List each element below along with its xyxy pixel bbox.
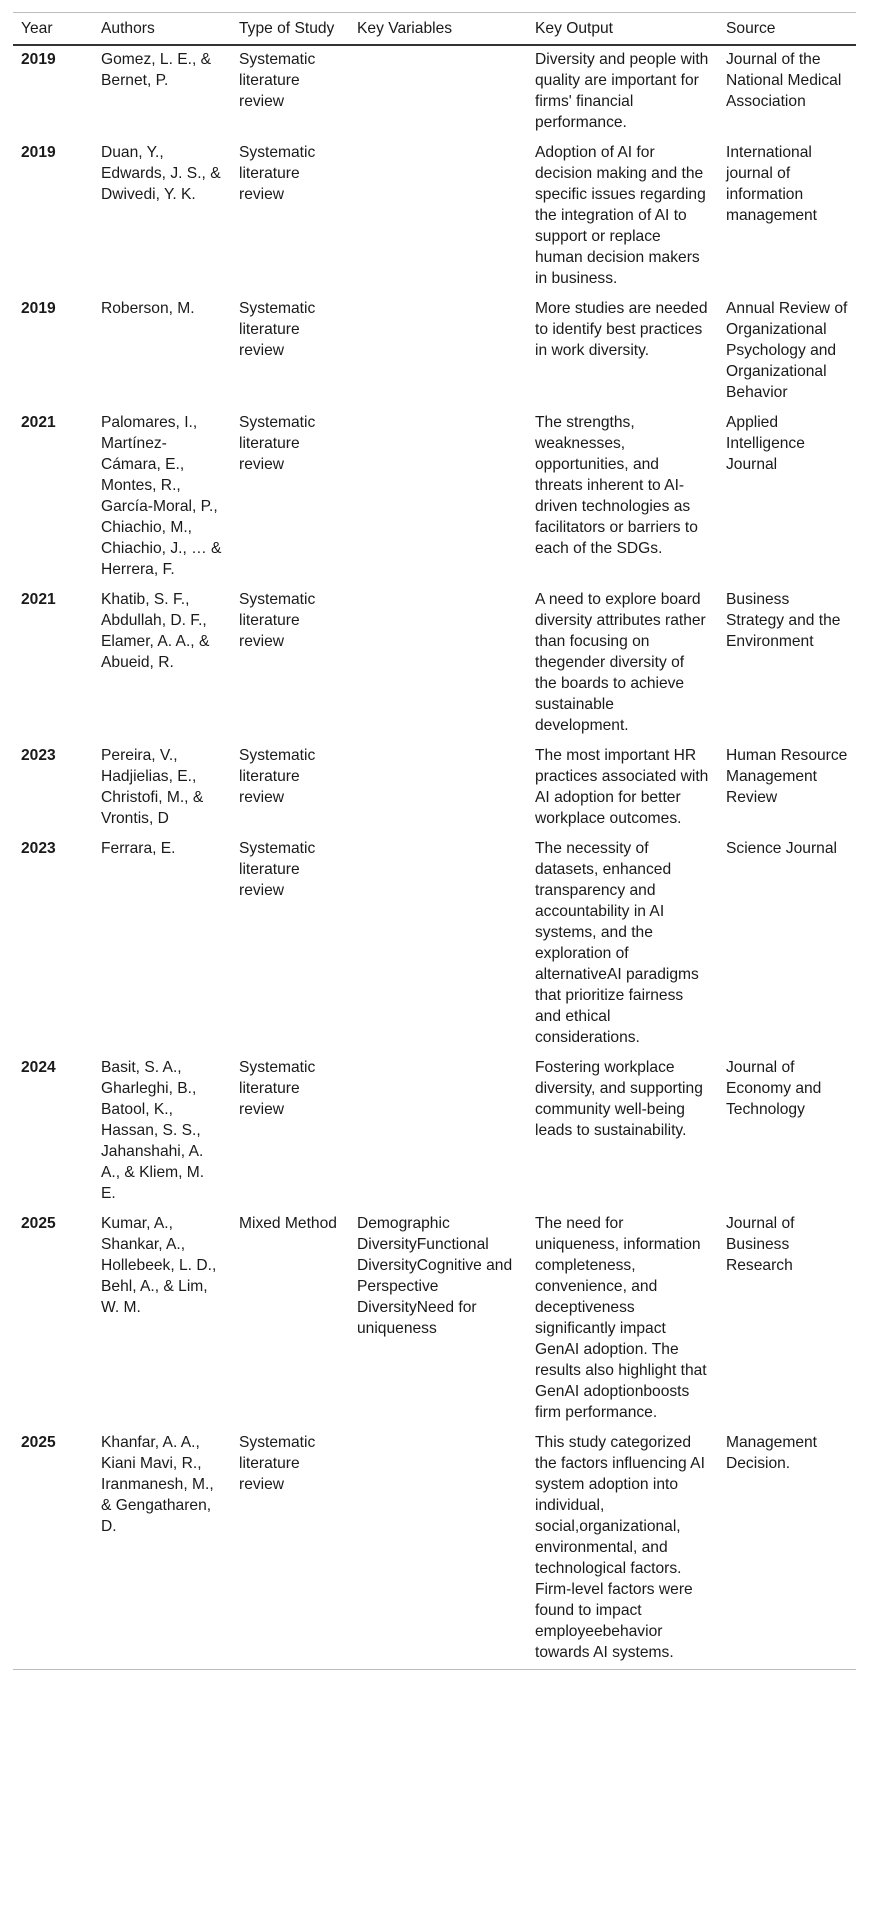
cell-key-output: Fostering workplace diversity, and supporting community well-being leads to sustainability. (535, 1059, 703, 1139)
cell-source: Applied Intelligence Journal (726, 414, 805, 473)
table-row (13, 1054, 856, 1210)
cell-type-of-study: Systematic literature review (239, 51, 316, 110)
cell-key-variables (349, 586, 527, 742)
cell-year: 2024 (21, 1059, 56, 1076)
cell-key-output: The need for uniqueness, information completeness, convenience, and deceptiveness significantly impact GenAI adoption. The results also highlight that GenAI adoptionboosts firm performance. (535, 1215, 707, 1421)
cell-key-output: Adoption of AI for decision making and the specific issues regarding the integration of AI to support or replace human decision makers in business. (535, 144, 706, 287)
cell-year: 2019 (21, 51, 56, 68)
table-row (13, 139, 856, 295)
cell-source: Journal of Business Research (726, 1215, 795, 1274)
header-row (13, 13, 856, 46)
table-row (13, 742, 856, 835)
cell-year: 2019 (21, 144, 56, 161)
cell-key-output: This study categorized the factors influencing AI system adoption into individual, social,organizational, environmental, and technological factors. Firm-level factors were found to impact employeebehavior towards AI systems. (535, 1434, 705, 1661)
cell-source: Human Resource Management Review (726, 747, 848, 806)
cell-authors: Palomares, I., Martínez-Cámara, E., Montes, R., García-Moral, P., Chiachio, M., Chiachio, J., … & Herrera, F. (101, 414, 222, 578)
cell-type-of-study: Systematic literature review (239, 840, 316, 899)
cell-source: Journal of Economy and Technology (726, 1059, 822, 1118)
header-key-output: Key Output (535, 20, 614, 37)
cell-key-output: More studies are needed to identify best practices in work diversity. (535, 300, 708, 359)
cell-key-variables (349, 139, 527, 295)
cell-authors: Gomez, L. E., & Bernet, P. (101, 51, 212, 89)
cell-type-of-study: Systematic literature review (239, 1434, 316, 1493)
cell-key-variables (349, 1429, 527, 1670)
cell-type-of-study: Systematic literature review (239, 144, 316, 203)
cell-key-variables (349, 742, 527, 835)
cell-source: Annual Review of Organizational Psychology and Organizational Behavior (726, 300, 848, 401)
header-authors: Authors (101, 20, 155, 37)
cell-type-of-study: Systematic literature review (239, 300, 316, 359)
cell-key-variables (349, 295, 527, 409)
table-header (13, 13, 856, 46)
table-row (13, 295, 856, 409)
table-row (13, 1210, 856, 1429)
cell-authors: Khatib, S. F., Abdullah, D. F., Elamer, A. A., & Abueid, R. (101, 591, 210, 671)
cell-authors: Ferrara, E. (101, 840, 176, 857)
cell-key-output: Diversity and people with quality are important for firms' financial performance. (535, 51, 709, 131)
table-row (13, 586, 856, 742)
cell-key-output: The necessity of datasets, enhanced transparency and accountability in AI systems, and the exploration of alternativeAI paradigms that prioritize fairness and ethical considerations. (535, 840, 699, 1046)
cell-year: 2025 (21, 1215, 56, 1232)
cell-authors: Pereira, V., Hadjielias, E., Christofi, M., & Vrontis, D (101, 747, 204, 827)
cell-type-of-study: Systematic literature review (239, 1059, 316, 1118)
cell-key-variables (349, 835, 527, 1054)
cell-type-of-study: Systematic literature review (239, 747, 316, 806)
table-row (13, 835, 856, 1054)
cell-year: 2023 (21, 840, 56, 857)
cell-source: Management Decision. (726, 1434, 818, 1472)
cell-key-output: The strengths, weaknesses, opportunities, and threats inherent to AI-driven technologies as facilitators or barriers to each of the SDGs. (535, 414, 698, 557)
cell-year: 2023 (21, 747, 56, 764)
header-type-of-study: Type of Study (239, 20, 335, 37)
cell-key-output: A need to explore board diversity attributes rather than focusing on thegender diversity of the boards to achieve sustainable development. (535, 591, 706, 734)
cell-source: International journal of information management (726, 144, 818, 224)
table-row (13, 409, 856, 586)
cell-key-variables (349, 409, 527, 586)
table-row (13, 45, 856, 139)
cell-source: Science Journal (726, 840, 837, 857)
cell-year: 2021 (21, 414, 56, 431)
cell-authors: Roberson, M. (101, 300, 195, 317)
cell-type-of-study: Mixed Method (239, 1215, 337, 1232)
cell-source: Journal of the National Medical Association (726, 51, 842, 110)
cell-type-of-study: Systematic literature review (239, 414, 316, 473)
cell-key-variables (349, 45, 527, 139)
cell-type-of-study: Systematic literature review (239, 591, 316, 650)
cell-key-variables: Demographic DiversityFunctional DiversityCognitive and Perspective DiversityNeed for uniqueness (357, 1215, 513, 1337)
header-year: Year (21, 20, 53, 37)
cell-year: 2019 (21, 300, 56, 317)
cell-key-variables (349, 1054, 527, 1210)
header-source: Source (726, 20, 776, 37)
cell-authors: Kumar, A., Shankar, A., Hollebeek, L. D., Behl, A., & Lim, W. M. (101, 1215, 217, 1316)
cell-year: 2025 (21, 1434, 56, 1451)
table-body (13, 45, 856, 1670)
cell-year: 2021 (21, 591, 56, 608)
literature-review-table (13, 12, 856, 1670)
header-key-variables: Key Variables (357, 20, 453, 37)
cell-source: Business Strategy and the Environment (726, 591, 841, 650)
cell-authors: Duan, Y., Edwards, J. S., & Dwivedi, Y. K. (101, 144, 221, 203)
cell-authors: Khanfar, A. A., Kiani Mavi, R., Iranmanesh, M., & Gengatharen, D. (101, 1434, 214, 1535)
table-row (13, 1429, 856, 1670)
cell-key-output: The most important HR practices associated with AI adoption for better workplace outcomes. (535, 747, 709, 827)
cell-authors: Basit, S. A., Gharleghi, B., Batool, K., Hassan, S. S., Jahanshahi, A. A., & Kliem, M. E. (101, 1059, 205, 1202)
